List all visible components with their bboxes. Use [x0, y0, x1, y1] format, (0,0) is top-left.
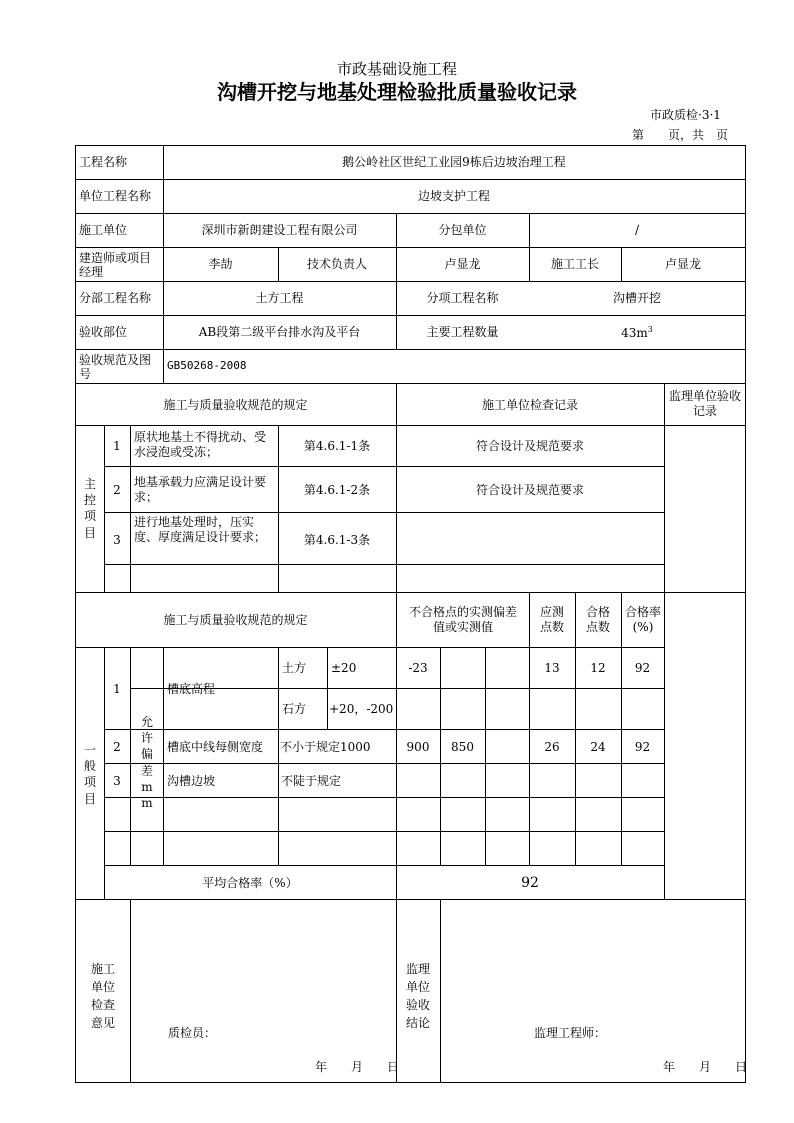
page-title: 沟槽开挖与地基处理检验批质量验收记录	[217, 80, 577, 104]
tech-label: 技术负责人	[306, 257, 367, 271]
general-row-2-tol: 不小于规定1000	[280, 740, 371, 754]
main-row-3-clause: 第4.6.1-3条	[303, 533, 371, 547]
category-title: 市政基础设施工程	[336, 60, 457, 78]
general-row-1-should: 13	[544, 661, 560, 675]
subcontractor-value: /	[634, 223, 640, 237]
contractor-value: 深圳市新朗建设工程有限公司	[201, 223, 358, 237]
general-row-2-rate: 92	[634, 740, 651, 754]
supervisor-conclusion-label: 监理单位验收结论	[405, 962, 430, 1030]
general-row-2-item: 槽底中线每侧宽度	[167, 740, 264, 754]
supervisor-date: 年 月 日	[663, 1060, 748, 1074]
page-indicator: 第 页，共 页	[632, 128, 729, 142]
general-row-2-should: 26	[544, 740, 560, 754]
pass-rate-header: 合格率(%)	[624, 605, 661, 634]
general-row-2-measured-2: 850	[451, 740, 474, 754]
standard-value: GB50268-2008	[167, 359, 247, 372]
main-row-2-record: 符合设计及规范要求	[475, 483, 584, 497]
main-row-3-no: 3	[113, 533, 121, 547]
contractor-label: 施工单位	[79, 223, 128, 237]
project-name-value: 鹅公岭社区世纪工业园9栋后边坡治理工程	[342, 155, 566, 169]
form-code: 市政质检·3·1	[650, 108, 721, 122]
pm-label: 建造师或项目经理	[79, 251, 152, 279]
location-label: 验收部位	[79, 325, 128, 339]
unit-project-value: 边坡支护工程	[417, 189, 490, 203]
subitem-value: 沟槽开挖	[612, 291, 661, 305]
unit-project-label: 单位工程名称	[79, 189, 152, 203]
pass-count-header: 合格点数	[585, 605, 610, 634]
inspector-label: 质检员：	[168, 1026, 217, 1040]
deviation-header: 不合格点的实测偏差值或实测值	[408, 605, 517, 634]
main-row-2-no: 2	[113, 483, 121, 497]
project-name-label: 工程名称	[79, 155, 128, 169]
quantity-label: 主要工程数量	[426, 325, 499, 339]
general-row-2-pass: 24	[590, 740, 606, 754]
main-row-1-desc: 原状地基土不得扰动、受水浸泡或受冻；	[134, 430, 267, 459]
tolerance-label: 允许偏差mm	[141, 715, 154, 810]
general-row-1-sub: 土方	[282, 661, 307, 675]
general-row-1b-sub: 石方	[282, 702, 307, 716]
division-label: 分部工程名称	[79, 291, 152, 305]
foreman-label: 施工工长	[550, 257, 599, 271]
main-row-3-desc: 进行地基处理时，压实度、厚度满足设计要求；	[134, 515, 267, 544]
general-row-1-item: 槽底高程	[167, 682, 216, 696]
should-count-header: 应测点数	[539, 605, 564, 634]
general-row-3-no: 3	[113, 774, 121, 788]
main-row-2-clause: 第4.6.1-2条	[303, 483, 371, 497]
subcontractor-label: 分包单位	[438, 223, 487, 237]
pm-value: 李劼	[208, 257, 233, 271]
general-row-1-pass: 12	[590, 661, 606, 675]
general-row-3-item: 沟槽边坡	[167, 774, 216, 788]
standard-label: 验收规范及图号	[79, 353, 152, 381]
main-row-1-record: 符合设计及规范要求	[475, 439, 584, 453]
quantity-value: $43m^3$	[621, 325, 653, 340]
division-value: 土方工程	[255, 291, 304, 305]
average-rate-label: 平均合格率（%）	[202, 876, 298, 890]
general-row-1-tol: ±20	[331, 661, 357, 675]
main-row-1-no: 1	[113, 439, 121, 453]
location-value: AB段第二级平台排水沟及平台	[198, 325, 361, 339]
average-rate-value: 92	[521, 875, 539, 891]
general-group-label: 一般项目	[84, 743, 97, 806]
general-row-1-measured-1: -23	[408, 661, 428, 675]
contractor-date: 年 月 日	[315, 1060, 400, 1074]
general-spec-header: 施工与质量验收规范的规定	[163, 613, 308, 627]
engineer-label: 监理工程师：	[534, 1026, 607, 1040]
supervisor-header: 监理单位验收记录	[668, 389, 741, 418]
general-row-3-tol: 不陡于规定	[281, 774, 342, 788]
main-spec-header: 施工与质量验收规范的规定	[163, 398, 308, 412]
main-check-header: 施工单位检查记录	[481, 398, 578, 412]
general-row-2-no: 2	[113, 740, 121, 754]
main-group-label: 主控项目	[84, 477, 97, 540]
main-row-2-desc: 地基承载力应满足设计要求；	[134, 475, 267, 504]
general-row-1-rate: 92	[634, 661, 651, 675]
general-row-2-measured-1: 900	[406, 740, 430, 754]
subitem-label: 分项工程名称	[426, 291, 499, 305]
tech-value: 卢显龙	[444, 257, 481, 271]
general-row-1b-tol: +20，-200	[329, 702, 394, 716]
foreman-value: 卢显龙	[664, 257, 701, 271]
general-row-1-no: 1	[113, 682, 121, 696]
main-row-1-clause: 第4.6.1-1条	[303, 439, 371, 453]
contractor-opinion-label: 施工单位检查意见	[90, 962, 115, 1030]
